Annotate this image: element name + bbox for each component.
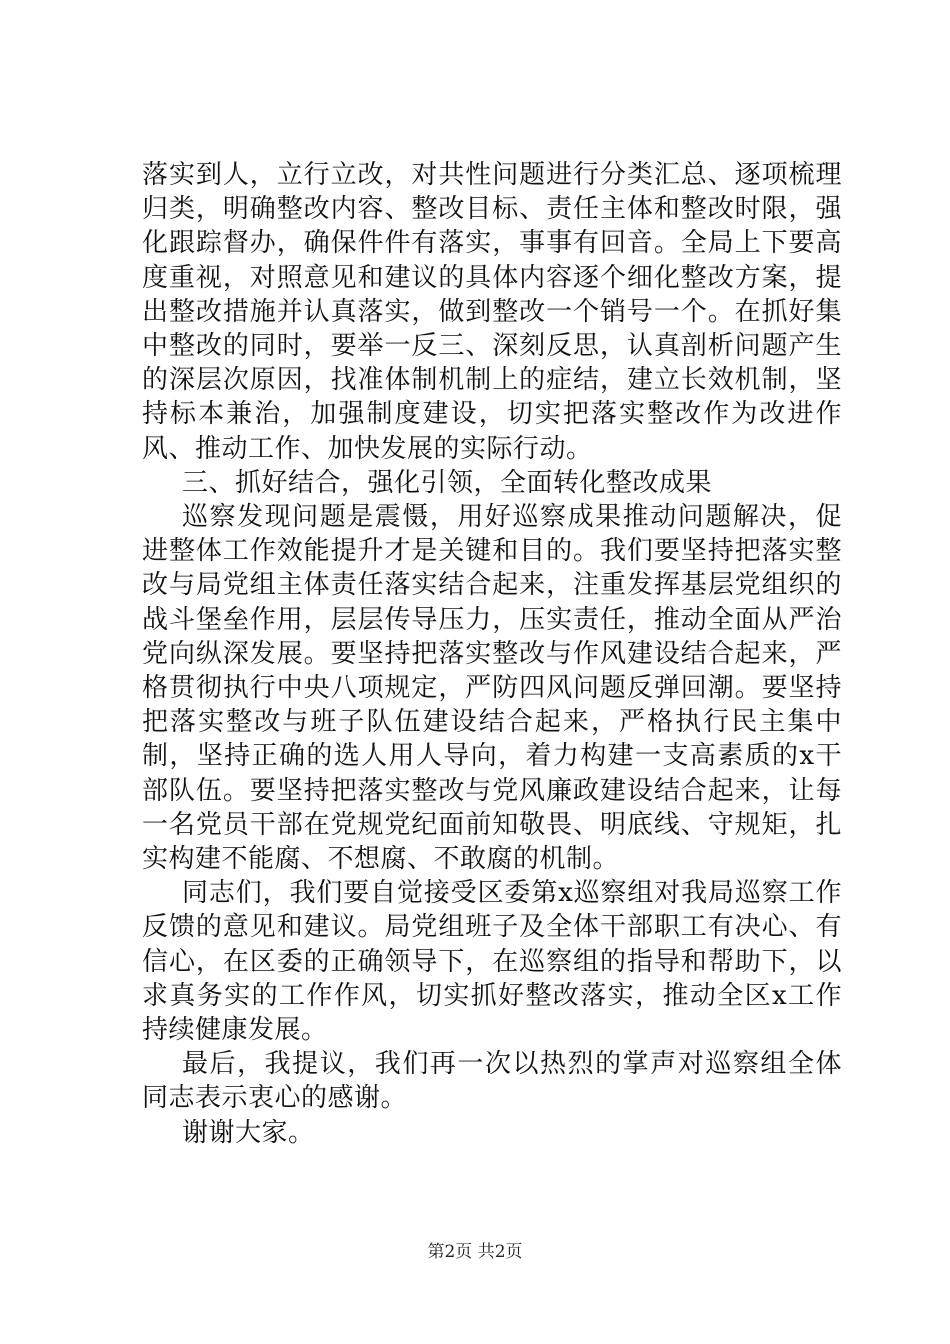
paragraph-closing-proposal: 最后，我提议，我们再一次以热烈的掌声对巡察组全体同志表示衷心的感谢。 [142, 1049, 842, 1114]
page-number-footer: 第2页 共2页 [427, 1242, 523, 1262]
paragraph-comrades: 同志们，我们要自觉接受区委第x巡察组对我局巡察工作反馈的意见和建议。局党组班子及全体干部职工有决心、有信心，在区委的正确领导下，在巡察组的指导和帮助下，以求真务实的工作作风，切实抓好整改落实，推动全区x工作持续健康发展。 [142, 878, 842, 1046]
paragraph-continuation: 落实到人，立行立改，对共性问题进行分类汇总、逐项梳理归类，明确整改内容、整改目标、责任主体和整改时限，强化跟踪督办，确保件件有落实，事事有回音。全局上下要高度重视，对照意见和建议的具体内容逐个细化整改方案，提出整改措施并认真落实，做到整改一个销号一个。在抓好集中整改的同时，要举一反三、深刻反思，认真剖析问题产生的深层次原因，找准体制机制上的症结，建立长效机制，坚持标本兼治，加强制度建设，切实把落实整改作为改进作风、推动工作、加快发展的实际行动。 [142, 160, 842, 464]
paragraph-thanks: 谢谢大家。 [182, 1117, 315, 1148]
paragraph-integration: 巡察发现问题是震慑，用好巡察成果推动问题解决，促进整体工作效能提升才是关键和目的。我们要坚持把落实整改与局党组主体责任落实结合起来，注重发挥基层党组织的战斗堡垒作用，层层传导压力，压实责任，推动全面从严治党向纵深发展。要坚持把落实整改与作风建设结合起来，严格贯彻执行中央八项规定，严防四风问题反弹回潮。要坚持把落实整改与班子队伍建设结合起来，严格执行民主集中制，坚持正确的选人用人导向，着力构建一支高素质的x干部队伍。要坚持把落实整改与党风廉政建设结合起来，让每一名党员干部在党规党纪面前知敬畏、明底线、守规矩，扎实构建不能腐、不想腐、不敢腐的机制。 [142, 502, 842, 875]
section-heading: 三、抓好结合，强化引领，全面转化整改成果 [182, 467, 713, 498]
document-body [142, 158, 842, 1150]
